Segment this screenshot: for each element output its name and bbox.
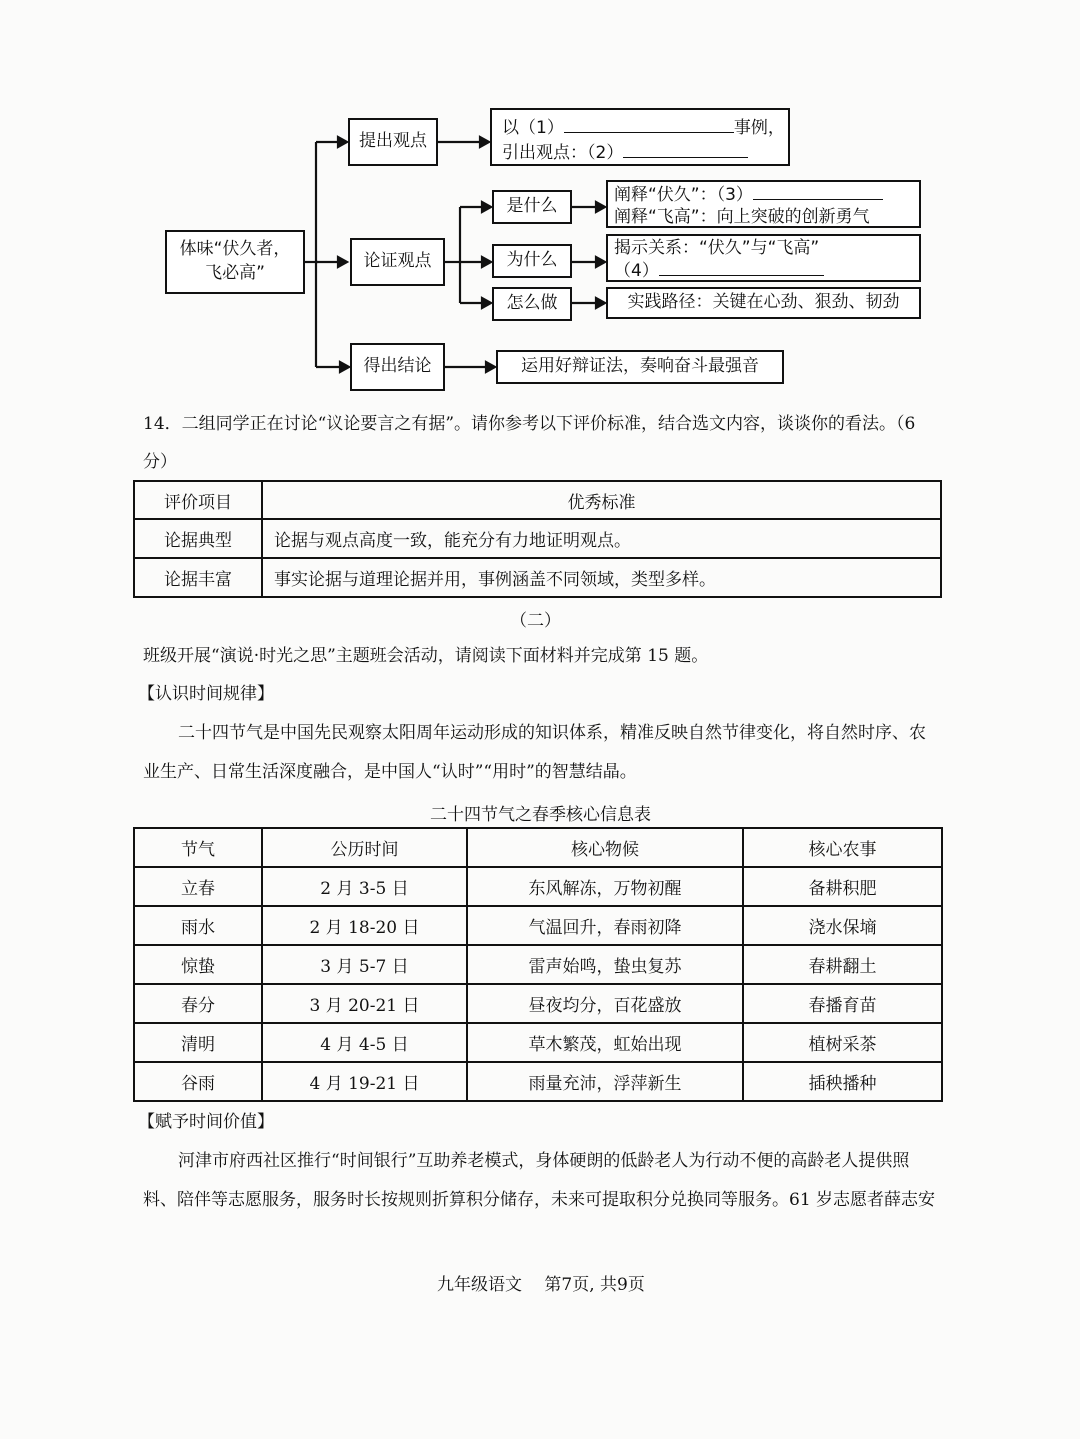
mind-map-root — [165, 230, 305, 294]
conclusion-text: 运用好辩证法，奏响奋斗最强音 — [521, 356, 759, 377]
branch-propose-label: 提出观点 — [359, 131, 427, 152]
table-row — [134, 519, 941, 558]
sub-what-line2: 阐释“飞高”：向上突破的创新勇气 — [614, 207, 870, 228]
table-cell: 惊蛰 — [134, 945, 262, 984]
q14-line-1: 14．二组同学正在讨论“议论要言之有据”。请你参考以下评价标准，结合选文内容，谈谈你的看法。（6 — [143, 414, 916, 434]
answer-blank-3[interactable] — [753, 183, 883, 200]
sub-why-content — [606, 234, 921, 282]
branch-conclusion-content — [496, 350, 784, 384]
sub-why — [492, 244, 572, 278]
table-cell: 论据丰富 — [134, 558, 262, 597]
table-row — [134, 867, 942, 906]
table-cell: 2 月 18-20 日 — [262, 906, 467, 945]
table-header-row — [134, 481, 941, 519]
branch-argue-view — [350, 238, 445, 286]
table-cell: 东风解冻，万物初醒 — [467, 867, 743, 906]
page-footer: 九年级语文 第7页, 共9页 — [437, 1275, 645, 1295]
answer-blank-4[interactable] — [659, 259, 824, 276]
table-cell: 3 月 20-21 日 — [262, 984, 467, 1023]
answer-blank-2[interactable] — [623, 141, 748, 158]
table-cell: 昼夜均分，百花盛放 — [467, 984, 743, 1023]
evaluation-table — [133, 480, 942, 598]
sub-what-content — [606, 180, 921, 228]
part2-para-line-1: 河津市府西社区推行“时间银行”互助养老模式，身体硬朗的低龄老人为行动不便的高龄老人提供照 — [178, 1151, 910, 1171]
branch-propose-content — [490, 108, 790, 166]
blank1-suffix: 事例， — [733, 118, 785, 138]
table-row — [134, 945, 942, 984]
header-cell: 核心农事 — [743, 828, 942, 867]
table-cell: 立春 — [134, 867, 262, 906]
sub-how-label: 怎么做 — [506, 293, 558, 314]
header-cell: 公历时间 — [262, 828, 467, 867]
part2-heading: 【赋予时间价值】 — [138, 1112, 274, 1132]
table-cell: 浇水保墒 — [743, 906, 942, 945]
table-cell: 春耕翻土 — [743, 945, 942, 984]
part1-para-line-1: 二十四节气是中国先民观察太阳周年运动形成的知识体系，精准反映自然节律变化，将自然时序、农 — [178, 723, 926, 743]
table-header-row — [134, 828, 942, 867]
table-cell: 草木繁茂，虹始出现 — [467, 1023, 743, 1062]
blank3-prefix: 阐释“伏久”：（3） — [614, 185, 753, 205]
sub-how-content — [606, 287, 921, 319]
table-cell: 春分 — [134, 984, 262, 1023]
blank4-prefix: （4） — [614, 261, 659, 282]
blank2-prefix: 引出观点：（2） — [502, 142, 624, 163]
table-row — [134, 1062, 942, 1101]
table-cell: 谷雨 — [134, 1062, 262, 1101]
part2-para-line-2: 料、陪伴等志愿服务，服务时长按规则折算积分储存，未来可提取积分兑换同等服务。61 岁志愿者薛志安 — [143, 1190, 936, 1210]
root-line-2: 飞必高” — [205, 263, 265, 283]
sub-what — [492, 190, 572, 224]
sub-how-line1: 实践路径：关键在心劲、狠劲、韧劲 — [627, 292, 900, 313]
header-cell: 核心物候 — [467, 828, 743, 867]
table-cell: 2 月 3-5 日 — [262, 867, 467, 906]
table-cell: 气温回升，春雨初降 — [467, 906, 743, 945]
header-cell: 评价项目 — [134, 481, 262, 519]
branch-propose-view — [348, 118, 438, 166]
section-title: （二） — [510, 611, 561, 631]
table-cell: 4 月 19-21 日 — [262, 1062, 467, 1101]
table-cell: 雨水 — [134, 906, 262, 945]
table-cell: 植树采茶 — [743, 1023, 942, 1062]
table-cell: 清明 — [134, 1023, 262, 1062]
mind-map — [0, 0, 1080, 400]
intro-text: 班级开展“演说·时光之思”主题班会活动，请阅读下面材料并完成第 15 题。 — [143, 646, 709, 666]
table-row — [134, 1023, 942, 1062]
table-row — [134, 984, 942, 1023]
q14-line-2: 分） — [143, 452, 177, 472]
sub-why-label: 为什么 — [506, 250, 558, 271]
table-cell: 论据与观点高度一致，能充分有力地证明观点。 — [262, 519, 941, 558]
table-row — [134, 558, 941, 597]
table-cell: 雷声始鸣，蛰虫复苏 — [467, 945, 743, 984]
part1-para-line-2: 业生产、日常生活深度融合，是中国人“认时”“用时”的智慧结晶。 — [143, 762, 637, 782]
branch-argue-label: 论证观点 — [363, 251, 432, 272]
sub-why-line1: 揭示关系：“伏久”与“飞高” — [614, 238, 820, 258]
table-cell: 事实论据与道理论据并用，事例涵盖不同领域，类型多样。 — [262, 558, 941, 597]
solar-terms-table-title: 二十四节气之春季核心信息表 — [430, 805, 651, 825]
table-cell: 备耕积肥 — [743, 867, 942, 906]
sub-what-label: 是什么 — [506, 196, 558, 217]
branch-conclusion-label: 得出结论 — [363, 356, 432, 377]
branch-conclusion — [350, 343, 445, 391]
table-cell: 4 月 4-5 日 — [262, 1023, 467, 1062]
solar-terms-table — [133, 827, 943, 1102]
sub-how — [492, 287, 572, 321]
blank1-prefix: 以（1） — [502, 118, 564, 138]
table-cell: 3 月 5-7 日 — [262, 945, 467, 984]
header-cell: 优秀标准 — [262, 481, 941, 519]
header-cell: 节气 — [134, 828, 262, 867]
table-cell: 论据典型 — [134, 519, 262, 558]
part1-heading: 【认识时间规律】 — [138, 684, 274, 704]
table-row — [134, 906, 942, 945]
answer-blank-1[interactable] — [564, 116, 734, 133]
table-cell: 雨量充沛，浮萍新生 — [467, 1062, 743, 1101]
root-line-1: 体味“伏久者， — [179, 239, 291, 260]
table-cell: 插秧播种 — [743, 1062, 942, 1101]
table-cell: 春播育苗 — [743, 984, 942, 1023]
